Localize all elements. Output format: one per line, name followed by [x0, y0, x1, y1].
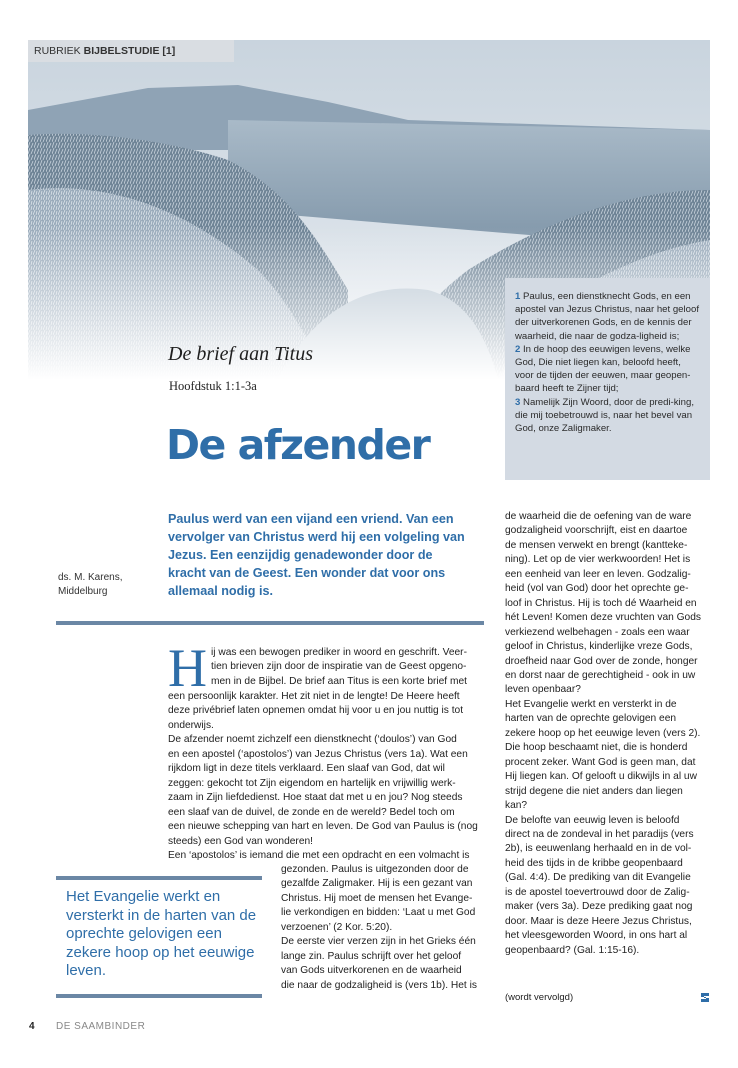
- article-subtitle: De brief aan Titus: [168, 343, 314, 365]
- article-headline: De afzender: [166, 421, 430, 469]
- body-line: het vleesgeworden Woord, in ons hart al: [505, 930, 688, 942]
- body-line: De eerste vier verzen zijn in het Grieks één: [281, 936, 476, 948]
- body-line: godzaligheid voorschrijft, eist en daartoe: [505, 525, 688, 537]
- verse-number: 2: [515, 343, 521, 355]
- verse-2: [515, 343, 702, 396]
- end-mark-icon: [700, 990, 711, 1001]
- rubric-label: [28, 40, 234, 62]
- body-line: geopenbaard? (Gal. 1:15-16).: [505, 944, 640, 956]
- body-line: die naar de godzaligheid is (vers 1b). Het is: [281, 979, 477, 991]
- body-line: heid des tijds in de kribbe geopenbaard: [505, 857, 683, 869]
- body-line: hét Leven! Komen deze vruchten van Gods: [505, 612, 701, 624]
- body-line: een persoonlijk karakter. Het zit niet in de lengte! De Heere heeft: [168, 691, 460, 702]
- body-line: Hij liegen kan. Of gelooft u dikwijls in al uw: [505, 771, 697, 783]
- rubric-title: BIJBELSTUDIE [1]: [83, 45, 176, 57]
- body-line: leven openbaar?: [505, 684, 581, 696]
- pullquote-bottom-rule: [56, 994, 262, 998]
- rubric-prefix: RUBRIEK: [34, 45, 81, 57]
- verse-1: [515, 290, 702, 343]
- intro-lead: Paulus werd van een vijand een vriend. Van een vervolger van Christus werd hij een volgeling van Jezus. Een eenzijdig genadewonder door de kracht van de Geest. Een wonder dat voor ons allemaal nodig is.: [168, 512, 465, 598]
- body-line: gezonden. Paulus is uitgezonden door de: [281, 864, 469, 875]
- body-line: van Gods uitverkorenen en de waarheid: [281, 965, 462, 977]
- body-line: de waarheid die de oefening van de ware: [505, 511, 692, 522]
- intro-divider: [56, 621, 484, 625]
- body-line: De belofte van eeuwig leven is beloofd: [505, 814, 680, 826]
- body-line: tien brieven zijn door de inspiratie van de Geest opgeno-: [211, 661, 467, 673]
- body-line: zekere hoop op het eeuwige leven (vers 2).: [505, 727, 701, 739]
- author-place: Middelburg: [58, 586, 108, 597]
- verse-text: Namelijk Zijn Woord, door de predi-king, die mij toebetrouwd is, naar het bevel van God, onze Zaligmaker.: [515, 396, 694, 435]
- pullquote-top-rule: [56, 876, 262, 880]
- body-line: door. Maar is deze Heere Jezus Christus,: [505, 915, 692, 927]
- body-line: zaam in Zijn liefdedienst. Hoe staat dat met u en jou? Nog steeds: [168, 792, 463, 804]
- body-line: een nieuwe schepping van hart en leven. De God van Paulus is (nog: [168, 821, 478, 833]
- body-line: verzoenen’ (2 Kor. 5:20).: [281, 921, 393, 933]
- body-line: procent zeker. Want God is geen man, dat: [505, 756, 696, 768]
- body-line: 2b), is eeuwenlang herhaald en in de vol-: [505, 843, 692, 855]
- body-line: Een ‘apostolos’ is iemand die met een opdracht en een volmacht is: [168, 849, 470, 861]
- verse-number: 3: [515, 396, 521, 408]
- body-line: verkiezend welbehagen - zoals een waar: [505, 626, 690, 638]
- body-line: heid (vol van God) door het oprechte ge-: [505, 583, 689, 595]
- body-line: is de apostel toevertrouwd door de Zalig-: [505, 886, 690, 898]
- body-line: zeggen: gekocht tot Zijn eigendom en hartelijk en vrijwillig werk-: [168, 777, 456, 789]
- body-line: lie verkondigen en bidden: ‘Laat u met God: [281, 907, 476, 919]
- body-line: loof in Christus. Hij is toch dé Waarheid en: [505, 597, 697, 609]
- body-line: onderwijs.: [168, 719, 214, 731]
- body-column-2: [505, 510, 713, 958]
- body-line: een slaaf van de duivel, de zonde en de wereld? Bedel toch om: [168, 806, 455, 818]
- verse-3: [515, 396, 702, 436]
- to-be-continued: (wordt vervolgd): [505, 992, 574, 1003]
- body-line: ning). Let op de vier werkwoorden! Het is: [505, 554, 691, 566]
- body-line: Die hoop beschaamt niet, die is honderd: [505, 742, 688, 754]
- body-line: een eenheid van leer en leven. Godzalig-: [505, 568, 691, 580]
- body-line: kan?: [505, 800, 528, 812]
- body-line: Het Evangelie werkt en versterkt in de: [505, 698, 677, 710]
- body-line: (Gal. 4:4). De prediking van dit Evangelie: [505, 872, 691, 884]
- body-line: steeds) een God van wonderen!: [168, 835, 313, 847]
- body-line: maker (vers 3a). Deze prediking gaat nog: [505, 901, 693, 913]
- body-line: strijd degene die niet anders dan liegen: [505, 785, 683, 797]
- body-line: De afzender noemt zichzelf een dienstknecht (‘doulos’) van God: [168, 734, 457, 746]
- body-line: gezalfde Zaligmaker. Hij is een gezant van: [281, 878, 473, 890]
- body-line: lange zin. Paulus schrijft over het geloof: [281, 950, 462, 962]
- body-line: en dorst naar de gerechtigheid - ook in uw: [505, 669, 696, 681]
- magazine-name: DE SAAMBINDER: [56, 1021, 146, 1032]
- body-line: deze privébrief laten opnemen omdat hij voor u en jou nuttig is tot: [168, 705, 464, 717]
- body-line: ij was een bewogen prediker in woord en geschrift. Veer-: [211, 647, 467, 658]
- verse-number: 1: [515, 291, 521, 302]
- body-column-1-continued: [281, 863, 489, 993]
- body-line: Christus. Hij moet de mensen het Evange-: [281, 892, 473, 904]
- page-number: 4: [29, 1021, 35, 1032]
- drop-cap: H: [168, 638, 207, 698]
- body-line: rijkdom ligt in deze titels verklaard. Een slaaf van God, dat wil: [168, 763, 445, 775]
- body-line: men in de Bijbel. De brief aan Titus is een korte brief met: [211, 675, 467, 687]
- body-line: de mensen verwekt en brengt (kantteke-: [505, 539, 688, 551]
- chapter-reference: Hoofdstuk 1:1-3a: [169, 379, 257, 393]
- verse-text: Paulus, een dienstknecht Gods, en een apostel van Jezus Christus, naar het geloof der uitverkorenen Gods, en de kennis der waarheid, die naar de godza-ligheid is;: [515, 291, 699, 342]
- author-byline: [58, 571, 122, 599]
- verse-text: In de hoop des eeuwigen levens, welke God, Die niet liegen kan, beloofd heeft, voor de tijden der eeuwen, maar geopen-baard heeft te Zijner tijd;: [515, 343, 691, 395]
- body-line: en een apostel (‘apostolos’) van Jezus Christus (vers 1a). Wat een: [168, 748, 468, 760]
- body-line: harten van de oprechte gelovigen een: [505, 713, 677, 725]
- body-column-1: [168, 638, 486, 863]
- verse-box: [505, 278, 710, 480]
- pull-quote: Het Evangelie werkt en versterkt in de harten van de oprechte gelovigen een zekere hoop op het eeuwige leven.: [66, 888, 257, 980]
- body-line: direct na de zondeval in het paradijs (vers: [505, 828, 694, 840]
- body-line: geloof in Christus, kinderlijke vreze Gods,: [505, 641, 693, 653]
- body-line: droefheid naar God over de zonde, honger: [505, 655, 698, 667]
- author-name: ds. M. Karens,: [58, 572, 123, 583]
